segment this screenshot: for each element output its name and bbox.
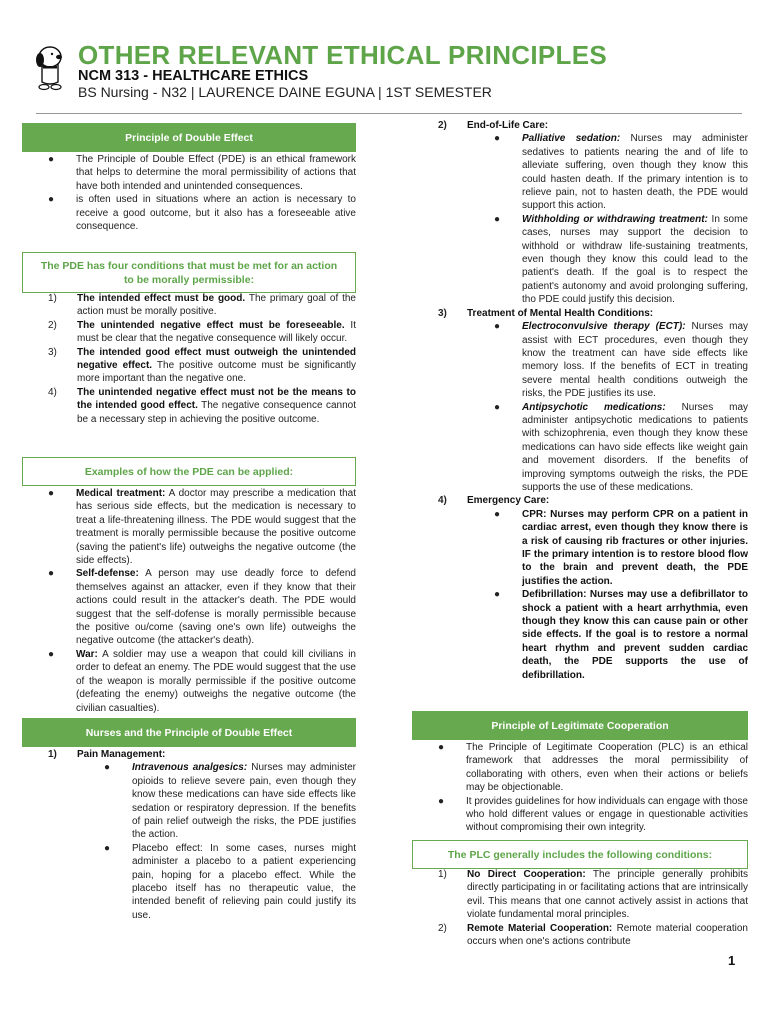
list-item: ● is often used in situations where an action is necessary to receive a good outcome, but it also has a foreseeable ative consequence.: [48, 194, 356, 233]
list-item: 4) The unintended negative effect must not be the means to the intended good effect. The negative consequence cannot be a necessary step in achieving the positive outcome.: [48, 386, 356, 425]
pde-examples: [22, 487, 356, 715]
list-item: ● Withholding or withdrawing treatment: In some cases, nurses may support the decision to withhold or withdraw life-sustaining treatments, even though they know this could lead to the patient's death. If the goal is to respect the patient's autonomy and avoid prolonging suffering, tho PDE could justify this decision.: [494, 213, 748, 306]
course-meta: BS Nursing - N32 | LAURENCE DAINE EGUNA | 1ST SEMESTER: [78, 84, 492, 100]
header-divider: [36, 113, 742, 114]
list-item: ● Palliative sedation: Nurses may administer sedatives to patients nearing the and of life to alleviate suffering, oven though they know this could hasten death. If the primary intention is to relieve pain, not to hasten death, the PDE would support this action.: [494, 133, 748, 212]
page-title: OTHER RELEVANT ETHICAL PRINCIPLES: [78, 40, 607, 70]
list-item: ● Medical treatment: A doctor may prescribe a medication that has serious side effects, but the medication is necessary to treat a life-threatening illness. The PDE would suggest that the treatment is morally permissible because the positive outcome (saving the patient's life) outweighs the negative outcome (the side effects).: [48, 488, 356, 567]
list-item: 4) Emergency Care:: [438, 495, 550, 507]
page-number: 1: [728, 953, 736, 968]
pde-bullets: [22, 153, 356, 233]
list-item: ● Antipsychotic medications: Nurses may administer antipsychotic medications to patients with schizophrenia, even though they know these medications can havo side effects like weight gain and movement disorders. If the benefits of improving symptoms outweigh the risks, the PDE supports the use of these medications.: [494, 401, 749, 493]
course-title: NCM 313 - HEALTHCARE ETHICS: [78, 68, 309, 84]
list-item: ● CPR: Nurses may perform CPR on a patient in cardiac arrest, even though they know there is a risk of causing rib fractures or other injuries. IF the primary intention is to restore blood flow to the brain and prevent death, the PDE justifies the action.: [494, 508, 748, 587]
list-item: ● Self-defense: A person may use deadly force to defend themselves against an attacker, even if they know that their actions could result in the attacker's death. The PDE would suggest that the self-dofense is morally permissible because the positive ou/come (saving one's own life) outweighs the negative outcome (the attacker's death).: [48, 568, 356, 647]
list-item: ● Electroconvulsive therapy (ECT): Nurses may assist with ECT procedures, even though they know the treatment can have side effects like memory loss. If the benefits of ECT in treating severe mental health conditions outweigh the risks, the PDE justifies its use.: [494, 321, 749, 400]
list-item: ● Defibrillation: Nurses may use a defibrillator to shock a patient with a heart arrhythmia, even though they know this can cause pain or other side effects. If the goal is to restore a normal heart rhythm and prevent sudden cardiac death, the PDE supports the use of defibrillation.: [494, 589, 748, 681]
plc-conditions-heading: The PLC generally includes the following conditions:: [412, 840, 748, 869]
list-item: 1) Pain Management:: [48, 749, 166, 760]
pde-conditions: [22, 292, 356, 426]
list-item: 2) The unintended negative effect must be foreseeable. It must be clear that the negative consequence will likely occur.: [48, 319, 356, 345]
list-item: 2) Remote Material Cooperation: Remote material cooperation occurs when one's actions contribute: [438, 922, 748, 948]
list-item: ● The Principle of Legitimate Cooperation (PLC) is an ethical framework that addresses the moral permissibility of collaborating with others, even when their actions or beliefs may be objectionable.: [438, 742, 748, 794]
pain-management: [22, 748, 356, 922]
conditions-heading: The PDE has four conditions that must be met for an action to be morally permissible:: [22, 252, 356, 293]
end-of-life-care: [412, 119, 748, 682]
examples-heading: Examples of how the PDE can be applied:: [22, 457, 356, 486]
pde-heading: Principle of Double Effect: [22, 123, 356, 152]
nurses-pde-heading: Nurses and the Principle of Double Effect: [22, 718, 356, 747]
plc-heading: Principle of Legitimate Cooperation: [412, 711, 748, 740]
list-item: 2) End-of-Life Care:: [438, 120, 549, 131]
list-item: ● War: A soldier may use a weapon that could kill civilians in order to defeat an enemy. The PDE would suggest that the use of the weapon is morally permissible if the positive outcome (defeating the enemy) outweighs the negative outcome (the civilian casualties).: [48, 648, 356, 714]
list-item: 1) No Direct Cooperation: The principle generally prohibits directly participating in or facilitating actions that are intrinsically evil. This means that one cannot actively assist in actions that violate fundamental moral principles.: [438, 869, 748, 921]
plc-conditions: [412, 868, 748, 948]
list-item: ● It provides guidelines for how individuals can engage with those who hold different values or engage in questionable activities without compromising their own integrity.: [438, 795, 748, 834]
list-item: ● Intravenous analgesics: Nurses may administer opioids to relieve severe pain, even though they know these medications can have side effects like sedation or respiratory depression. If the benefits of pain relief outweigh the risks, the PDE justifies the action.: [104, 762, 357, 841]
list-item: ● Placebo effect: In some cases, nurses might administer a placebo to a patient experiencing pain, hoping for a placebo effect. While the placebo itself has no therapeutic value, the intended benefit of relieving pain could justify its use.: [104, 842, 356, 921]
list-item: ● The Principle of Double Effect (PDE) is an ethical framework that helps to determine the moral permissibility of actions that have both intended and unintended consequences.: [48, 154, 356, 192]
list-item: 3) Treatment of Mental Health Conditions:: [438, 307, 654, 319]
list-item: 1) The intended effect must be good. The primary goal of the action must be morally positive.: [48, 293, 356, 318]
list-item: 3) The intended good effect must outweigh the unintended negative effect. The positive outcome must be significantly more important than the negative one.: [48, 346, 356, 385]
plc-bullets: [412, 741, 748, 835]
snoopy-logo-icon: [30, 44, 68, 92]
